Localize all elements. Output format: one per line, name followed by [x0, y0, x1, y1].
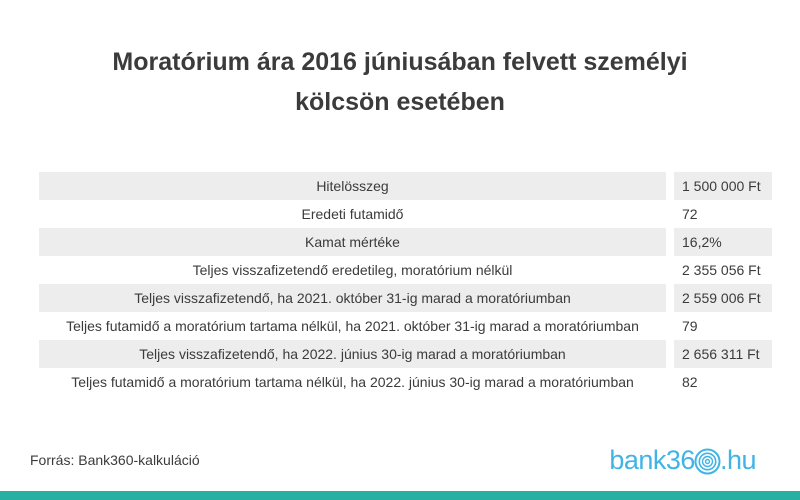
row-value: 2 559 006 Ft: [674, 284, 772, 312]
row-value: 82: [682, 374, 698, 390]
row-value: 1 500 000 Ft: [674, 172, 772, 200]
footer-accent-bar: [0, 491, 800, 500]
row-label: Teljes visszafizetendő, ha 2021. október 31-ig marad a moratóriumban: [39, 284, 666, 312]
table-row: [39, 200, 772, 228]
source-note: Forrás: Bank360-kalkuláció: [30, 452, 200, 468]
column-gap: [666, 340, 674, 368]
row-label: Teljes futamidő a moratórium tartama nélkül, ha 2021. október 31-ig marad a moratóriumban: [66, 318, 639, 334]
table-row: [39, 228, 772, 256]
data-table: [39, 172, 772, 396]
row-value: 2 355 056 Ft: [682, 262, 761, 278]
table-row: [39, 256, 772, 284]
logo-text-prefix: bank36: [609, 445, 695, 475]
row-label: Teljes futamidő a moratórium tartama nélkül, ha 2022. június 30-ig marad a moratóriumban: [71, 374, 634, 390]
column-gap: [666, 256, 674, 284]
table-row: [39, 312, 772, 340]
column-gap: [666, 200, 674, 228]
table-row: [39, 368, 772, 396]
row-label: Hitelösszeg: [39, 172, 666, 200]
page-title: [0, 42, 800, 122]
row-label: Teljes visszafizetendő eredetileg, moratórium nélkül: [192, 262, 513, 278]
column-gap: [666, 312, 674, 340]
row-value: 2 656 311 Ft: [674, 340, 772, 368]
row-value: 16,2%: [674, 228, 772, 256]
row-value: 72: [682, 206, 698, 222]
logo-text-suffix: .hu: [719, 445, 756, 475]
column-gap: [666, 368, 674, 396]
page-title-line1: Moratórium ára 2016 júniusában felvett személyi: [112, 48, 688, 76]
row-label: Eredeti futamidő: [301, 206, 404, 222]
column-gap: [666, 284, 674, 312]
row-label: Kamat mértéke: [39, 228, 666, 256]
table-row: [39, 340, 772, 368]
table-row: [39, 284, 772, 312]
row-label: Teljes visszafizetendő, ha 2022. június 30-ig marad a moratóriumban: [39, 340, 666, 368]
table-row: [39, 172, 772, 200]
logo-circle-icon: [694, 448, 721, 475]
row-value: 79: [682, 318, 698, 334]
bank360-logo: [609, 443, 756, 477]
column-gap: [666, 172, 674, 200]
page-title-line2: kölcsön esetében: [295, 88, 505, 116]
column-gap: [666, 228, 674, 256]
